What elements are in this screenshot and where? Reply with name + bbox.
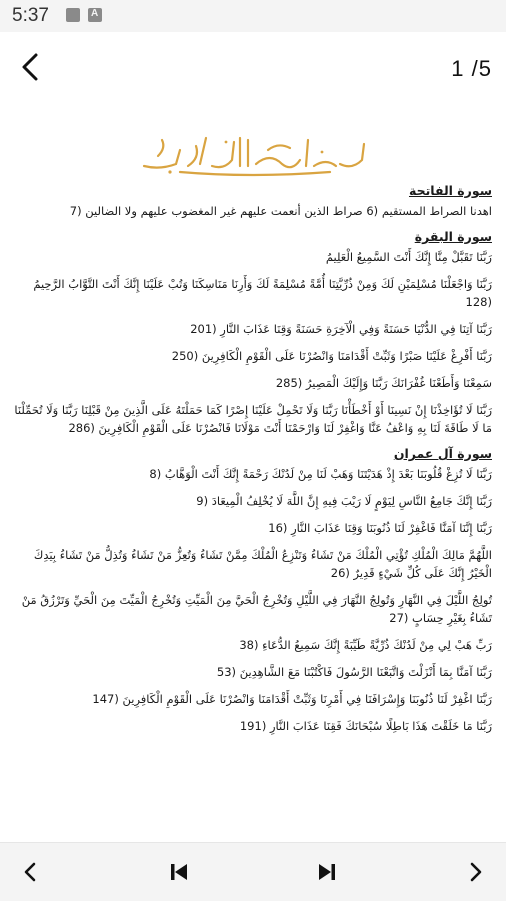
- chevron-left-icon: [14, 855, 48, 889]
- verse: اللَّهُمَّ مَالِكَ الْمُلْكِ تُؤْتِي الْمُلْكَ مَنْ تَشَاءُ وَتَنْزِعُ الْمُلْكَ مِمَّنْ تَشَاءُ وَتُعِزُّ مَنْ تَشَاءُ وَتُذِلُّ مَنْ تَشَاءُ بِيَدِكَ الْخَيْرُ إِنَّكَ عَلَى كُلِّ شَيْءٍ قَدِيرٌ (26: [33, 548, 492, 580]
- verse: رَبَّنَا اغْفِرْ لَنَا ذُنُوبَنَا وَإِسْرَافَنَا فِي أَمْرِنَا وَثَبِّتْ أَقْدَامَنَا وَانْصُرْنَا عَلَى الْقَوْمِ الْكَافِرِينَ (147: [92, 692, 492, 706]
- surah-title: سورة الفاتحة: [408, 183, 492, 198]
- chevron-right-icon: [458, 855, 492, 889]
- surah-title: سورة البقرة: [414, 229, 492, 244]
- page-content: [0, 102, 506, 842]
- last-page-button[interactable]: [310, 855, 344, 889]
- verse: رَبَّنَا لَا تُزِغْ قُلُوبَنَا بَعْدَ إِذْ هَدَيْتَنَا وَهَبْ لَنَا مِنْ لَدُنْكَ رَحْمَةً إِنَّكَ أَنْتَ الْوَهَّابُ (8: [149, 467, 492, 481]
- verse: رَبَّنَا أَفْرِغْ عَلَيْنَا صَبْرًا وَثَبِّتْ أَقْدَامَنَا وَانْصُرْنَا عَلَى الْقَوْمِ الْكَافِرِينَ (250: [171, 349, 492, 363]
- image-icon: [66, 8, 80, 22]
- basmala-calligraphy: [140, 130, 370, 178]
- next-page-button[interactable]: [458, 855, 492, 889]
- verse: رَبَّنَا آمَنَّا بِمَا أَنْزَلْتَ وَاتَّبَعْنَا الرَّسُولَ فَاكْتُبْنَا مَعَ الشَّاهِدِينَ (53: [216, 665, 492, 679]
- verse: رَبَّنَا إِنَّكَ جَامِعُ النَّاسِ لِيَوْمٍ لَا رَيْبَ فِيهِ إِنَّ اللَّهَ لَا يُخْلِفُ الْمِيعَادَ (9: [196, 494, 492, 508]
- verse: رَبِّ هَبْ لِي مِنْ لَدُنْكَ ذُرِّيَّةً طَيِّبَةً إِنَّكَ سَمِيعُ الدُّعَاءِ (38: [239, 638, 492, 652]
- first-page-button[interactable]: [162, 855, 196, 889]
- status-time: 5:37: [12, 5, 49, 26]
- section-al-imran: [14, 445, 492, 735]
- bottom-nav-bar: [0, 842, 506, 901]
- verse: رَبَّنَا تَقَبَّلْ مِنَّا إِنَّكَ أَنْتَ السَّمِيعُ الْعَلِيمُ: [325, 250, 492, 264]
- verse: سَمِعْنَا وَأَطَعْنَا غُفْرَانَكَ رَبَّنَا وَإِلَيْكَ الْمَصِيرُ (285: [275, 376, 492, 390]
- skip-previous-icon: [162, 855, 196, 889]
- status-bar: [0, 0, 506, 32]
- page-indicator: 1 /5: [451, 56, 492, 81]
- chevron-left-icon: [14, 50, 48, 84]
- verse: رَبَّنَا لَا تُؤَاخِذْنَا إِنْ نَسِينَا أَوْ أَخْطَأْنَا رَبَّنَا وَلَا تَحْمِلْ عَلَيْنَا إِصْرًا كَمَا حَمَلْتَهُ عَلَى الَّذِينَ مِنْ قَبْلِنَا رَبَّنَا وَلَا تُحَمِّلْنَا مَا لَا طَاقَةَ لَنَا بِهِ وَاعْفُ عَنَّا وَاغْفِرْ لَنَا وَارْحَمْنَا أَنْتَ مَوْلَانَا فَانْصُرْنَا عَلَى الْقَوْمِ الْكَافِرِينَ (286: [14, 403, 492, 435]
- section-fatiha: [14, 182, 492, 220]
- verse: رَبَّنَا إِنَّنَا آمَنَّا فَاغْفِرْ لَنَا ذُنُوبَنَا وَقِنَا عَذَابَ النَّارِ (16: [268, 521, 492, 535]
- verse: رَبَّنَا مَا خَلَقْتَ هَذَا بَاطِلًا سُبْحَانَكَ فَقِنَا عَذَابَ النَّارِ (191: [239, 719, 492, 733]
- top-bar: [0, 32, 506, 102]
- previous-page-button[interactable]: [14, 855, 48, 889]
- verse: تُولِجُ اللَّيْلَ فِي النَّهَارِ وَتُولِجُ النَّهَارَ فِي اللَّيْلِ وَتُخْرِجُ الْحَيَّ مِنَ الْمَيِّتِ وَتُخْرِجُ الْمَيِّتَ مِنَ الْحَيِّ وَتَرْزُقُ مَنْ تَشَاءُ بِغَيْرِ حِسَابٍ (27: [21, 593, 492, 625]
- verse: رَبَّنَا وَاجْعَلْنَا مُسْلِمَيْنِ لَكَ وَمِنْ ذُرِّيَّتِنَا أُمَّةً مُسْلِمَةً لَكَ وَأَرِنَا مَنَاسِكَنَا وَتُبْ عَلَيْنَا إِنَّكَ أَنْتَ التَّوَّابُ الرَّحِيمُ (128: [33, 277, 492, 309]
- verse: اهدنا الصراط المستقيم (6 صراط الذين أنعمت عليهم غير المغضوب عليهم ولا الضالين (7: [69, 204, 492, 218]
- back-button[interactable]: [14, 50, 48, 84]
- verse: رَبَّنَا آتِنَا فِي الدُّنْيَا حَسَنَةً وَفِي الْآخِرَةِ حَسَنَةً وَقِنَا عَذَابَ النَّارِ (201: [190, 322, 492, 336]
- a-icon: [88, 8, 102, 22]
- surah-title: سورة آل عمران: [393, 446, 492, 461]
- status-icons: [66, 8, 102, 22]
- verses-text: [14, 174, 492, 735]
- section-baqara: [14, 228, 492, 437]
- skip-next-icon: [310, 855, 344, 889]
